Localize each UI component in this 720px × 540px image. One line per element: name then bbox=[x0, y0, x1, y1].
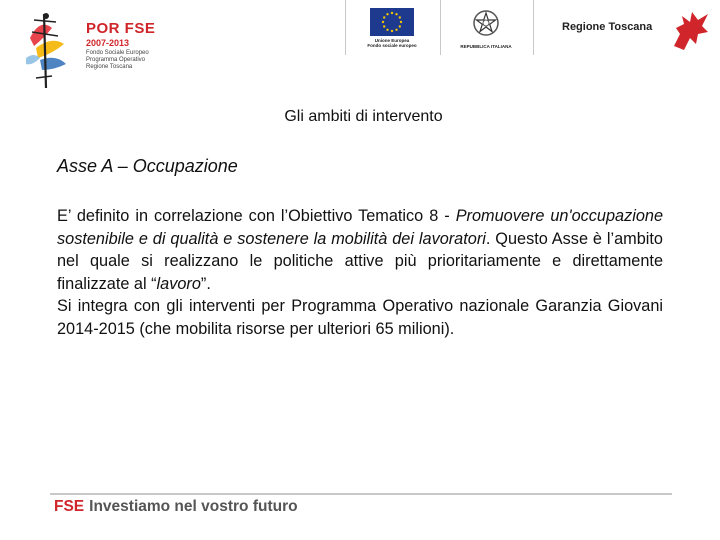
italy-logo bbox=[455, 8, 517, 50]
footer-brand: FSE bbox=[54, 498, 85, 515]
section-title: Gli ambiti di intervento bbox=[284, 108, 443, 125]
axis-title: Asse A – Occupazione bbox=[57, 156, 238, 176]
eu-flag-icon bbox=[370, 8, 414, 36]
body-paragraph bbox=[57, 205, 663, 295]
eu-label-line: Unione Europea bbox=[374, 38, 410, 43]
body-text-span: ”. bbox=[200, 274, 211, 293]
por-fse-title: POR FSE bbox=[86, 20, 156, 37]
italian-emblem-icon bbox=[471, 8, 501, 38]
footer bbox=[54, 498, 298, 516]
header-divider bbox=[533, 0, 534, 55]
por-fse-logo bbox=[22, 8, 162, 90]
footer-divider bbox=[50, 493, 672, 495]
objective-italic: Promuovere un'occupazione sostenibile e di qualità e sostenere la mobilità dei lavoratori bbox=[57, 207, 663, 248]
eu-label-line: Fondo sociale europeo bbox=[367, 43, 417, 48]
italy-label: REPUBBLICA ITALIANA bbox=[460, 44, 512, 49]
body-text-span: E’ definito in correlazione con l’Obiettivo Tematico 8 - bbox=[57, 207, 456, 225]
tuscany-pegasus-icon bbox=[668, 6, 712, 52]
por-fse-years: 2007-2013 bbox=[86, 38, 130, 48]
lavoro-italic: lavoro bbox=[156, 274, 201, 293]
body-text-span: . Questo Asse è l’ambito nel quale si realizzano le politiche attive più prioritariamente e direttamente finalizzate al “ bbox=[57, 229, 663, 293]
header-divider bbox=[345, 0, 346, 55]
footer-slogan: Investiamo nel vostro futuro bbox=[89, 498, 298, 515]
body-paragraph: Si integra con gli interventi per Programma Operativo nazionale Garanzia Giovani 2014-2015 (che mobilita risorse per ulteriori 65 milioni). bbox=[57, 297, 663, 338]
por-fse-subtitle-line: Fondo Sociale Europeo bbox=[86, 50, 149, 56]
header bbox=[0, 0, 720, 92]
header-divider bbox=[440, 0, 441, 55]
por-fse-logo-icon bbox=[22, 8, 82, 90]
region-label: Regione Toscana bbox=[562, 21, 653, 33]
por-fse-subtitle-line: Regione Toscana bbox=[86, 64, 133, 70]
por-fse-subtitle-line: Programma Operativo bbox=[86, 57, 146, 63]
body-text bbox=[57, 205, 663, 341]
eu-logo bbox=[365, 8, 419, 50]
